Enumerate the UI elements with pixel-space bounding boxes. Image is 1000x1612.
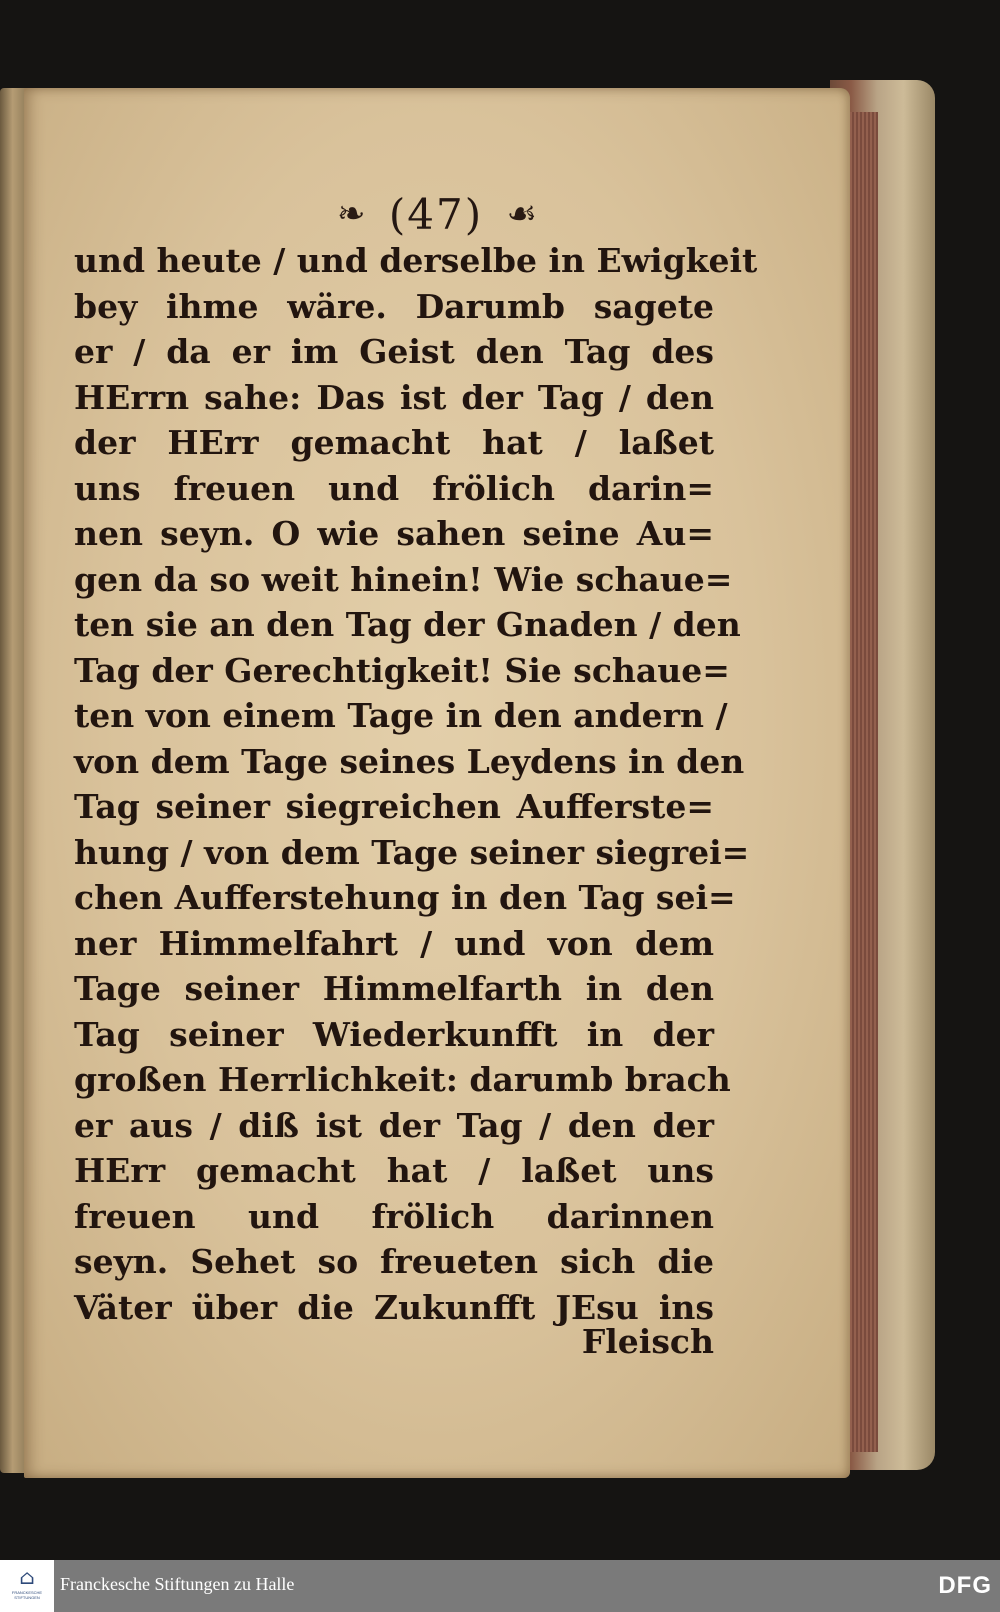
- institution-logo[interactable]: [0, 1560, 54, 1612]
- text-line: gen da so weit hinein! Wie schaue=: [74, 559, 733, 599]
- text-line: hung / von dem Tage seiner siegrei=: [74, 832, 750, 872]
- text-line: freuen und frölich darinnen: [74, 1196, 714, 1236]
- text-line: Tag seiner siegreichen Aufferste=: [74, 787, 714, 826]
- text-line: HErrn sahe: Das ist der Tag / den: [74, 377, 714, 417]
- page-header: [24, 186, 850, 239]
- dfg-logo[interactable]: DFG: [938, 1572, 992, 1599]
- institution-name[interactable]: Franckesche Stiftungen zu Halle: [60, 1574, 295, 1594]
- text-line: Väter über die Zukunfft JEsu ins: [74, 1287, 714, 1327]
- text-line: er aus / diß ist der Tag / den der: [74, 1105, 714, 1145]
- text-line: der HErr gemacht hat / laßet: [74, 423, 714, 462]
- book-page: [24, 88, 850, 1478]
- text-line: von dem Tage seines Leydens in den: [74, 741, 745, 781]
- page-edges: [848, 112, 878, 1452]
- text-line: uns freuen und frölich darin=: [74, 468, 714, 508]
- text-line: nen seyn. O wie sahen seine Au=: [74, 514, 714, 553]
- footer-bar: [0, 1560, 1000, 1612]
- logo-text: FRANCKESCHE STIFTUNGEN: [11, 1590, 43, 1600]
- page-body-text: [74, 238, 758, 1330]
- text-line: HErr gemacht hat / laßet uns: [74, 1151, 714, 1190]
- text-line: bey ihme wäre. Darumb sagete: [74, 286, 714, 326]
- text-line: ten von einem Tage in den andern /: [74, 696, 728, 735]
- text-line: großen Herrlichkeit: darumb brach: [74, 1060, 731, 1099]
- text-line: und heute / und derselbe in Ewigkeit: [74, 241, 758, 280]
- text-line: ner Himmelfahrt / und von dem: [74, 923, 714, 963]
- text-line: seyn. Sehet so freueten sich die: [74, 1242, 714, 1281]
- text-line: er / da er im Geist den Tag des: [74, 332, 714, 371]
- page-number: (47): [388, 189, 484, 239]
- text-line: Tag seiner Wiederkunfft in der: [74, 1014, 714, 1054]
- text-line: chen Aufferstehung in den Tag sei=: [74, 878, 736, 917]
- text-line: Tage seiner Himmelfarth in den: [74, 969, 714, 1008]
- building-icon: ⌂: [19, 1565, 35, 1589]
- catchword: Fleisch: [581, 1322, 714, 1361]
- ornament-right-icon: ☙: [506, 194, 537, 234]
- text-line: ten sie an den Tag der Gnaden / den: [74, 605, 741, 644]
- ornament-left-icon: ❧: [337, 194, 366, 234]
- text-line: Tag der Gerechtigkeit! Sie schaue=: [74, 650, 730, 690]
